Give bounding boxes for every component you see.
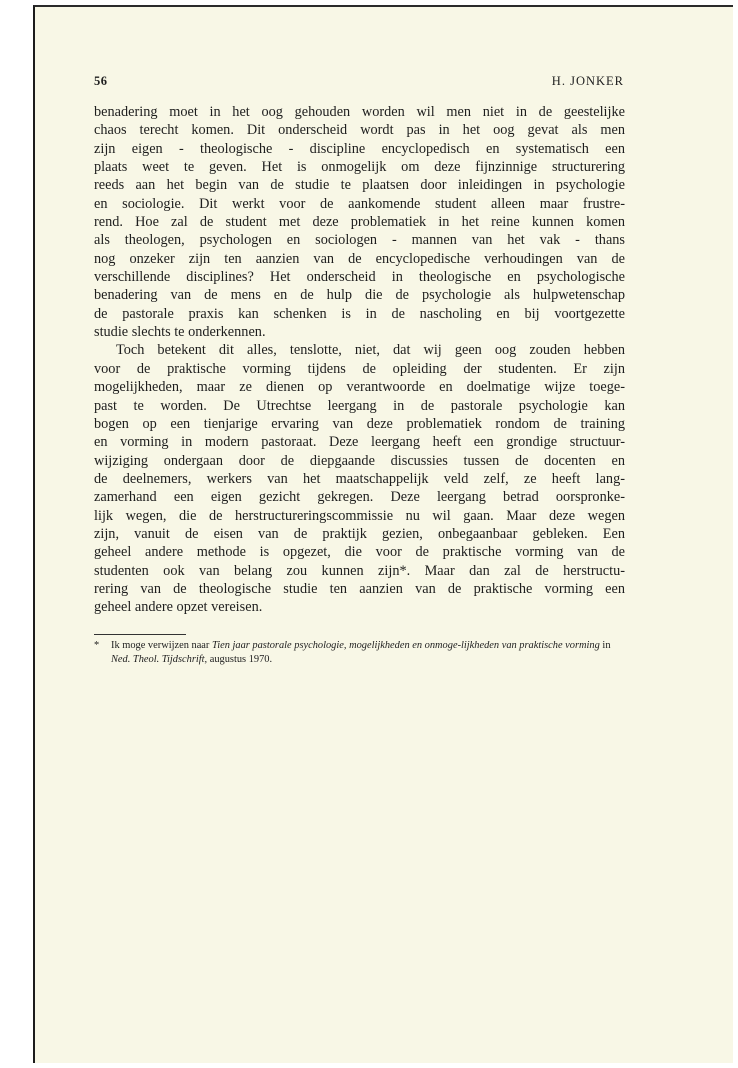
- page-number: 56: [94, 74, 108, 88]
- body-text: [94, 103, 625, 617]
- footnote-text: augustus 1970.: [207, 654, 273, 665]
- text-line: verschillende disciplines? Het onderscheid in theologische en psychologische: [94, 269, 625, 286]
- footnote-cited-title: Tien jaar pastorale psychologie, mogelijkheden en onmoge-lijkheden van praktische vorming: [211, 640, 600, 651]
- text-line: als theologen, psychologen en sociologen - mannen van het vak - thans: [94, 232, 625, 249]
- footnote-body: [111, 639, 625, 667]
- text-line: voor de praktische vorming tijdens de opleiding der studenten. Er zijn: [94, 360, 625, 377]
- footnote-rule: [94, 634, 186, 635]
- footnote: [94, 639, 625, 667]
- text-line: benadering moet in het oog gehouden worden wil men niet in de geestelijke: [94, 104, 625, 120]
- text-line: benadering van de mens en de hulp die de psychologie als hulpwetenschap: [94, 287, 625, 304]
- text-line: geheel andere methode is opgezet, die voor de praktische vorming van de: [94, 544, 625, 561]
- text-line: past te worden. De Utrechtse leergang in de pastorale psychologie kan: [94, 397, 625, 414]
- footnote-journal: Ned. Theol. Tijdschrift,: [111, 654, 208, 665]
- text-line: geheel andere opzet vereisen.: [94, 599, 263, 616]
- paragraph-2: [94, 341, 625, 616]
- paragraph-1: [94, 103, 625, 341]
- text-line: de pastorale praxis kan schenken is in de nascholing en bij voortgezette: [94, 305, 625, 322]
- text-line: zamerhand een eigen gezicht gekregen. Deze leergang betrad oorspronke-: [94, 489, 625, 506]
- author-name: H. JONKER: [551, 74, 624, 88]
- text-line: de deelnemers, werkers van het maatschappelijk veld zelf, ze heeft lang-: [94, 470, 625, 487]
- text-line: chaos terecht komen. Dit onderscheid wordt pas in het oog gevat als men: [94, 122, 625, 139]
- text-line: wijziging ondergaan door de diepgaande discussies tussen de docenten en: [94, 452, 625, 469]
- text-line: zijn, vanuit de eisen van de praktijk gezien, onbegaanbaar gebleken. Een: [94, 525, 625, 542]
- footnote-marker: *: [94, 640, 100, 651]
- text-line: rering van de theologische studie ten aanzien van de praktische vorming een: [94, 580, 625, 597]
- running-head: [94, 74, 624, 92]
- text-line: studie slechts te onderkennen.: [94, 324, 266, 341]
- text-line: studenten ook van belang zou kunnen zijn*. Maar dan zal de herstructu-: [94, 562, 625, 579]
- text-line: reeds aan het begin van de studie te plaatsen door inleidingen in psychologie: [94, 177, 625, 194]
- footnote-text: in: [599, 640, 611, 651]
- text-line: rend. Hoe zal de student met deze problematiek in het reine kunnen komen: [94, 214, 625, 231]
- text-line: lijk wegen, die de herstructureringscommissie nu wil gaan. Maar deze wegen: [94, 507, 625, 524]
- text-line: mogelijkheden, maar ze dienen op verantwoorde en doelmatige wijze toege-: [94, 379, 625, 396]
- text-line: plaats weet te geven. Het is onmogelijk om deze fijnzinnige structurering: [94, 159, 625, 176]
- text-line: en sociologie. Dit werkt voor de aankomende student alleen maar frustre-: [94, 195, 625, 212]
- text-line: Toch betekent dit alles, tenslotte, niet, dat wij geen oog zouden hebben: [116, 342, 625, 359]
- text-line: en vorming in modern pastoraat. Deze leergang heeft een grondige structuur-: [94, 434, 625, 451]
- text-line: bogen op een tienjarige ervaring van deze problematiek rondom de training: [94, 415, 625, 432]
- footnote-text: Ik moge verwijzen naar: [111, 640, 212, 651]
- text-line: nog onzeker zijn ten aanzien van de encyclopedische verhoudingen van de: [94, 250, 625, 267]
- text-line: zijn eigen - theologische - discipline encyclopedisch en systematisch een: [94, 140, 625, 157]
